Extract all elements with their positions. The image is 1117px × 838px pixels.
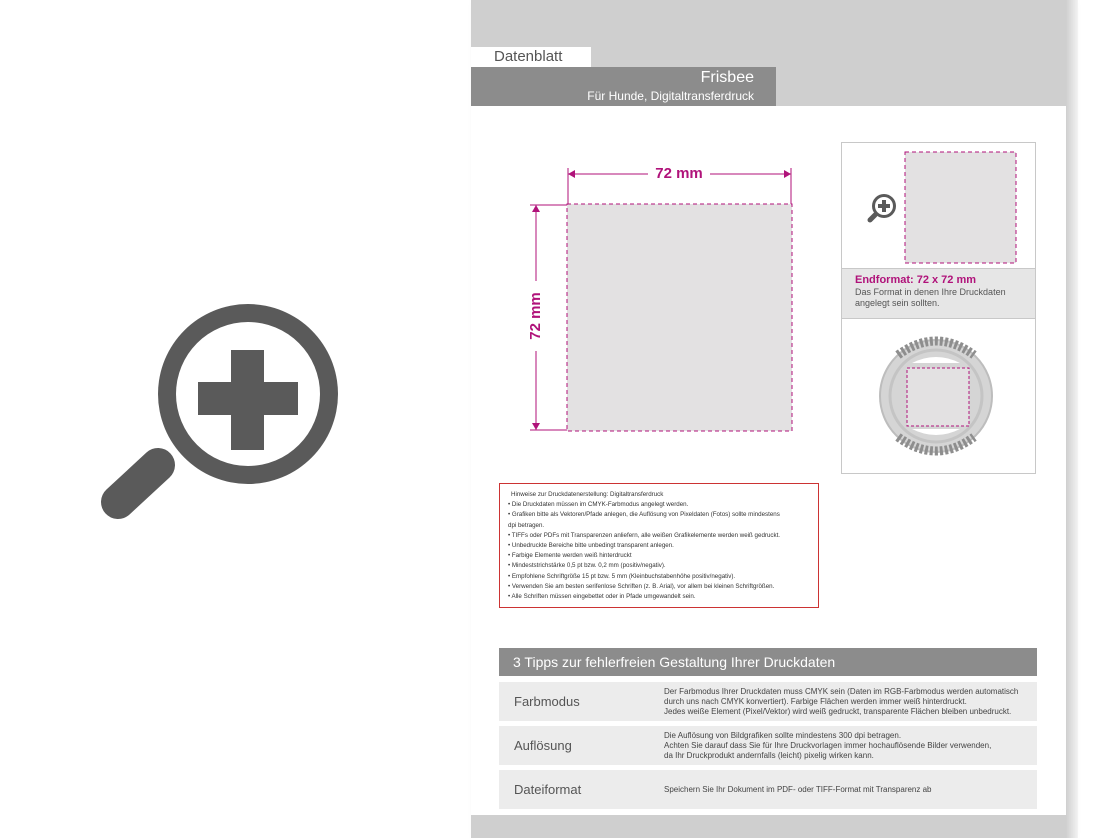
format-diagram <box>526 160 806 440</box>
frisbee-preview-panel <box>841 318 1036 474</box>
page-shadow <box>1066 0 1078 838</box>
tip-text-line: Speichern Sie Ihr Dokument im PDF- oder TIFF-Format mit Transparenz ab <box>664 785 932 794</box>
zoom-in-icon[interactable] <box>100 290 360 530</box>
footer-band <box>471 815 1066 838</box>
notes-line: • Unbedruckte Bereiche bitte unbedingt transparent anlegen. <box>508 542 674 550</box>
tip-text <box>664 731 1034 761</box>
notes-heading: Hinweise zur Druckdatenerstellung: Digitaltransferdruck <box>511 491 664 498</box>
notes-line: • Verwenden Sie am besten serifenlose Schriften (z. B. Arial), vor allem bei kleinen Schriftgrößen. <box>508 582 775 590</box>
print-notes-box <box>499 483 819 608</box>
frisbee-illustration <box>872 331 1000 461</box>
tip-text-line: da Ihr Druckprodukt andernfalls (leicht) pixelig wirken kann. <box>664 751 874 760</box>
product-subtitle: Für Hunde, Digitaltransferdruck <box>587 89 754 103</box>
tip-text-line: durch uns nach CMYK konvertiert). Farbige Flächen werden immer weiß hinterdruckt. <box>664 697 967 706</box>
format-description: Das Format in denen Ihre Druckdaten angelegt sein sollten. <box>855 287 1006 308</box>
tip-label: Farbmodus <box>514 694 580 709</box>
notes-line: dpi betragen. <box>508 521 545 529</box>
tip-text-line: Der Farbmodus Ihrer Druckdaten muss CMYK sein (Daten im RGB-Farbmodus werden automatisch <box>664 687 1019 696</box>
width-label: 72 mm <box>648 164 710 184</box>
tip-row-dateiformat <box>499 770 1037 809</box>
tip-label: Auflösung <box>514 738 572 753</box>
print-area <box>567 204 792 431</box>
tips-heading: 3 Tipps zur fehlerfreien Gestaltung Ihrer Druckdaten <box>499 648 1037 676</box>
zoom-in-small-icon[interactable] <box>866 191 898 225</box>
tip-label: Dateiformat <box>514 782 582 797</box>
tip-row-aufloesung <box>499 726 1037 765</box>
format-title: Endformat: 72 x 72 mm <box>855 274 977 286</box>
height-label: 72 mm <box>526 281 546 351</box>
format-preview-panel <box>841 142 1036 269</box>
notes-line: • Die Druckdaten müssen im CMYK-Farbmodus angelegt werden. <box>508 501 689 509</box>
format-preview-square <box>904 151 1018 265</box>
product-title-box <box>471 67 776 106</box>
notes-line: • TIFFs oder PDFs mit Transparenzen anliefern, alle weißen Grafikelemente werden weiß gedruckt. <box>508 531 781 539</box>
tip-row-farbmodus <box>499 682 1037 721</box>
tip-text <box>664 785 1034 795</box>
tip-text <box>664 687 1034 717</box>
notes-line: • Empfohlene Schriftgröße 15 pt bzw. 5 mm (Kleinbuchstabenhöhe positiv/negativ). <box>508 572 736 580</box>
tip-text-line: Jedes weiße Element (Pixel/Vektor) wird weiß gedruckt, transparente Flächen bleiben unbedruckt. <box>664 707 1012 716</box>
tip-text-line: Die Auflösung von Bildgrafiken sollte mindestens 300 dpi betragen. <box>664 731 902 740</box>
format-info-panel <box>841 268 1036 319</box>
tab-datenblatt: Datenblatt <box>471 47 591 67</box>
notes-line: • Mindeststrichstärke 0,5 pt bzw. 0,2 mm (positiv/negativ). <box>508 562 666 570</box>
notes-line: • Grafiken bitte als Vektoren/Pfade anlegen, die Auflösung von Pixeldaten (Fotos) sollte mindestens <box>508 511 780 519</box>
notes-line: • Farbige Elemente werden weiß hinterdruckt <box>508 552 632 560</box>
product-title: Frisbee <box>700 69 754 86</box>
notes-line: • Alle Schriften müssen eingebettet oder in Pfade umgewandelt sein. <box>508 593 696 601</box>
tip-text-line: Achten Sie darauf dass Sie für Ihre Druckvorlagen immer hochauflösende Bilder verwenden, <box>664 741 992 750</box>
